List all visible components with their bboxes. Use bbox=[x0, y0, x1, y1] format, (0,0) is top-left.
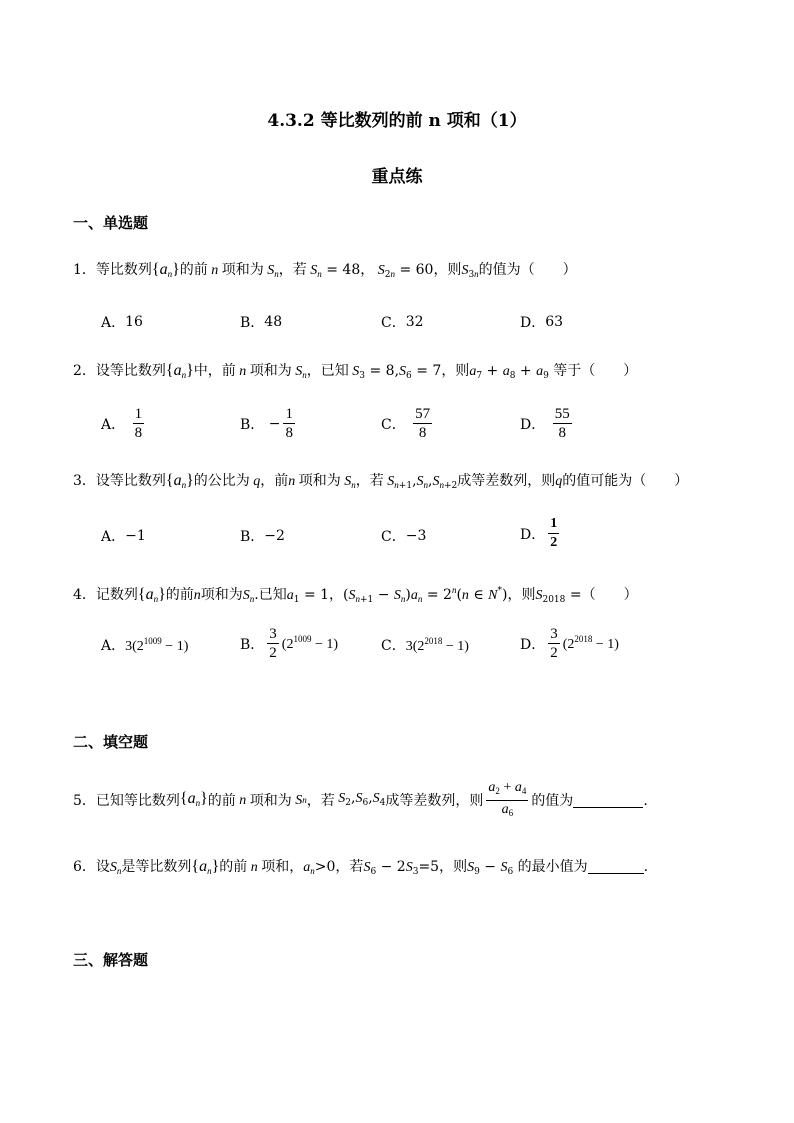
option-value: 32 bbox=[405, 314, 424, 330]
question-text: 已知等比数列 bbox=[95, 792, 180, 809]
option-value: 63 bbox=[545, 314, 564, 330]
page-title: 4.3.2 等比数列的前 n 项和（1） bbox=[267, 111, 527, 131]
option-label: C． bbox=[381, 416, 406, 433]
coefficient: 3 bbox=[405, 638, 413, 654]
math-expression: $\{a_n\}$ bbox=[179, 789, 208, 808]
option-value: −1 bbox=[125, 528, 146, 544]
fraction-numerator: 3 bbox=[550, 626, 558, 642]
math-expression: $S_2,S_6,S_4$ bbox=[334, 790, 386, 808]
section-heading-answer: 三、解答题 bbox=[73, 951, 149, 969]
option-label: D． bbox=[520, 315, 546, 331]
q2-option-b[interactable] bbox=[240, 406, 298, 441]
question-number: 6． bbox=[73, 859, 96, 875]
question-text: 的公比为 bbox=[193, 473, 250, 489]
fraction-numerator: 55 bbox=[554, 406, 570, 422]
question-text: 的前 bbox=[219, 859, 248, 875]
question-text: ， bbox=[329, 587, 344, 603]
question-text: 的值为（ ） bbox=[478, 262, 577, 278]
exponent: 2018 bbox=[574, 634, 593, 644]
question-text: 的值为 bbox=[531, 792, 574, 809]
fraction-numerator: 1 bbox=[134, 406, 143, 422]
q4-option-d[interactable] bbox=[520, 626, 619, 661]
question-text: 的前 bbox=[179, 262, 208, 278]
question-text: .已知 bbox=[254, 587, 287, 603]
question-text: ，前 bbox=[260, 473, 289, 489]
exponent: 2018 bbox=[424, 635, 443, 646]
question-text: 项和为 bbox=[298, 473, 341, 489]
question-5: 5． 已知等比数列 $\{a_n\}$ 的前 n 项和为 S n ，若 $S_2,S_6,S_4$ 成等差数列，则 $\frac{a_2 + a_4}{a_6}$ 的值为 . bbox=[73, 780, 648, 821]
question-text: =5，则 bbox=[418, 859, 468, 875]
exponent: 1009 bbox=[293, 634, 312, 644]
q4-option-a[interactable] bbox=[101, 635, 188, 655]
option-expression: $(2^{1009} - 1)$ bbox=[281, 634, 339, 652]
question-text: ，已知 bbox=[306, 363, 349, 379]
question-text: 项和为 bbox=[221, 262, 264, 278]
option-label: B． bbox=[240, 529, 265, 545]
q2-option-c[interactable] bbox=[381, 406, 435, 441]
question-text: 的前 bbox=[165, 587, 194, 603]
option-expression: $3(2^{1009} - 1)$ bbox=[125, 635, 189, 654]
option-label: D． bbox=[520, 636, 546, 653]
fraction-denominator: 2 bbox=[550, 535, 558, 550]
math-expression: $\{a_n\}$ bbox=[191, 858, 220, 876]
math-expression: $\{a_n\}$ bbox=[165, 362, 194, 380]
question-text: ，则 bbox=[441, 363, 470, 379]
question-text: >0，若 bbox=[314, 859, 364, 875]
option-label: C． bbox=[381, 638, 406, 654]
math-expression: $(S_{n+1} - S_n)a_n = 2^n(n$ ∈ N*) bbox=[343, 585, 508, 605]
question-text: 项和为 bbox=[249, 792, 292, 809]
math-expression: $\{a_n\}$ bbox=[151, 261, 180, 279]
question-text: 成等差数列，则 bbox=[457, 473, 556, 489]
option-label: D． bbox=[520, 526, 546, 543]
option-value: 48 bbox=[264, 314, 283, 330]
math-expression: $\{a_n\}$ bbox=[137, 586, 166, 604]
question-4: 4．记数列$\{a_n\}$的前n项和为$S_n$.已知$a_1 = 1$，$(S_{n+1} - S_n)a_n = 2^n(n$ ∈ N*)，则$S_{2018}$ =（ ） bbox=[73, 585, 638, 605]
q1-option-b[interactable] bbox=[240, 312, 282, 332]
question-1: 1．等比数列$\{a_n\}$的前 n 项和为 $S_n$，若 $S_n = 48$， $S_{2n} = 60$，则$S_{3n}$的值为（ ） bbox=[73, 261, 577, 280]
fraction-denominator: 8 bbox=[558, 425, 566, 441]
option-label: A． bbox=[101, 416, 126, 433]
fraction-numerator: 1 bbox=[548, 516, 559, 534]
q3-option-d[interactable] bbox=[520, 516, 562, 551]
question-text: . bbox=[643, 792, 648, 809]
option-fraction bbox=[133, 406, 145, 441]
question-text: 的值可能为（ ） bbox=[562, 473, 689, 489]
question-text: ，若 bbox=[355, 473, 384, 489]
question-text: 设等比数列 bbox=[95, 363, 166, 379]
q1-option-c[interactable] bbox=[381, 312, 424, 332]
q1-option-a[interactable] bbox=[101, 312, 143, 332]
option-expression: $3(2^{2018} - 1)$ bbox=[405, 635, 469, 654]
q2-option-d[interactable] bbox=[520, 406, 575, 441]
math-expression: = 1 bbox=[303, 587, 330, 603]
question-text: ，则 bbox=[507, 587, 536, 603]
question-text: 项和， bbox=[261, 859, 304, 875]
page-subtitle: 重点练 bbox=[371, 167, 423, 187]
math-expression: = 7 bbox=[416, 363, 442, 379]
fraction-numerator: 57 bbox=[415, 406, 431, 422]
question-text: 等于（ ） bbox=[553, 363, 638, 379]
question-text: . bbox=[643, 859, 649, 875]
question-text: 设等比数列 bbox=[95, 473, 166, 489]
option-label: A． bbox=[101, 315, 126, 331]
fraction-denominator: 2 bbox=[550, 645, 558, 661]
option-label: B． bbox=[240, 315, 265, 331]
section-heading-single-choice: 一、单选题 bbox=[73, 214, 149, 232]
question-text: =（ ） bbox=[569, 587, 638, 603]
question-text: ，则 bbox=[433, 262, 462, 278]
question-text: 成等差数列，则 bbox=[385, 792, 484, 809]
fraction-numerator: 3 bbox=[269, 626, 277, 642]
option-label: A． bbox=[101, 529, 126, 545]
q4-option-c[interactable] bbox=[381, 635, 469, 655]
option-fraction bbox=[413, 406, 432, 441]
fraction-numerator: 1 bbox=[285, 406, 293, 422]
q3-option-a[interactable] bbox=[101, 526, 146, 546]
math-expression: $\{a_n\}$ bbox=[165, 472, 194, 490]
coefficient: 3 bbox=[125, 638, 133, 654]
exponent: 1009 bbox=[143, 635, 162, 646]
option-value: −3 bbox=[405, 528, 427, 544]
q3-option-b[interactable] bbox=[240, 526, 285, 546]
math-expression: = 48 bbox=[326, 262, 361, 278]
question-text: 等比数列 bbox=[95, 262, 152, 278]
question-text: 的最小值为 bbox=[517, 859, 588, 875]
option-label: D． bbox=[520, 416, 546, 433]
question-number: 4． bbox=[73, 587, 96, 603]
fraction-denominator: 8 bbox=[418, 425, 427, 441]
option-fraction bbox=[548, 626, 560, 661]
question-text: ，若 bbox=[306, 792, 335, 809]
question-text: ，若 bbox=[278, 262, 307, 278]
question-text: 是等比数列 bbox=[121, 859, 192, 875]
option-label: B． bbox=[240, 636, 265, 653]
option-fraction bbox=[548, 516, 559, 551]
fraction-denominator: 8 bbox=[285, 425, 293, 441]
q1-option-d[interactable] bbox=[520, 312, 563, 332]
question-number: 3． bbox=[73, 473, 96, 489]
question-text: 设 bbox=[95, 859, 110, 875]
question-text: 项和为 bbox=[249, 363, 292, 379]
option-fraction bbox=[283, 406, 295, 441]
question-text: 记数列 bbox=[95, 587, 138, 603]
q3-option-c[interactable] bbox=[381, 526, 426, 546]
option-label: A． bbox=[101, 638, 126, 654]
q2-option-a[interactable] bbox=[101, 406, 147, 441]
answer-blank[interactable] bbox=[588, 859, 644, 874]
question-2: 2．设等比数列$\{a_n\}$中，前 n 项和为 $S_n$，已知 $S_3 = 8,S_6 = 7$，则$a_7 + a_8 + a_9$ 等于（ ） bbox=[73, 362, 638, 381]
option-fraction bbox=[267, 626, 279, 661]
option-expression: $(2^{2018} - 1)$ bbox=[562, 634, 619, 652]
question-text: 中，前 bbox=[193, 363, 236, 379]
section-heading-fill-blank: 二、填空题 bbox=[73, 733, 149, 751]
answer-fraction: $\frac{a_2 + a_4}{a_6}$ bbox=[488, 780, 527, 818]
question-text: ， bbox=[360, 262, 375, 278]
question-text: 的前 bbox=[207, 792, 236, 809]
question-text: 项和为 bbox=[200, 587, 243, 603]
option-sign: − bbox=[268, 415, 281, 432]
math-expression: = 8, bbox=[369, 363, 400, 379]
option-label: B． bbox=[240, 416, 265, 433]
option-label: C． bbox=[381, 315, 406, 331]
question-number: 1． bbox=[73, 262, 96, 278]
fraction-denominator: 8 bbox=[134, 425, 143, 441]
question-number: 5． bbox=[73, 792, 96, 809]
answer-blank[interactable] bbox=[573, 793, 643, 808]
question-number: 2． bbox=[73, 363, 96, 379]
option-label: C． bbox=[381, 529, 406, 545]
math-expression: = 60 bbox=[399, 262, 434, 278]
question-3: 3．设等比数列$\{a_n\}$的公比为 q，前n 项和为 $S_n$，若 $S_{n+1},S_n,S_{n+2}$成等差数列，则q的值可能为（ ） bbox=[73, 472, 689, 491]
q4-option-b[interactable] bbox=[240, 626, 338, 661]
fraction-denominator: 2 bbox=[269, 645, 277, 661]
option-value: −2 bbox=[264, 528, 285, 544]
option-fraction bbox=[553, 406, 572, 441]
option-value: 16 bbox=[125, 314, 143, 330]
question-6: 6．设$S_n$是等比数列$\{a_n\}$的前 n 项和，$a_n>0$，若$S_6 - 2S_3=5$，则$S_9 - S_6$ 的最小值为 . bbox=[73, 858, 649, 877]
